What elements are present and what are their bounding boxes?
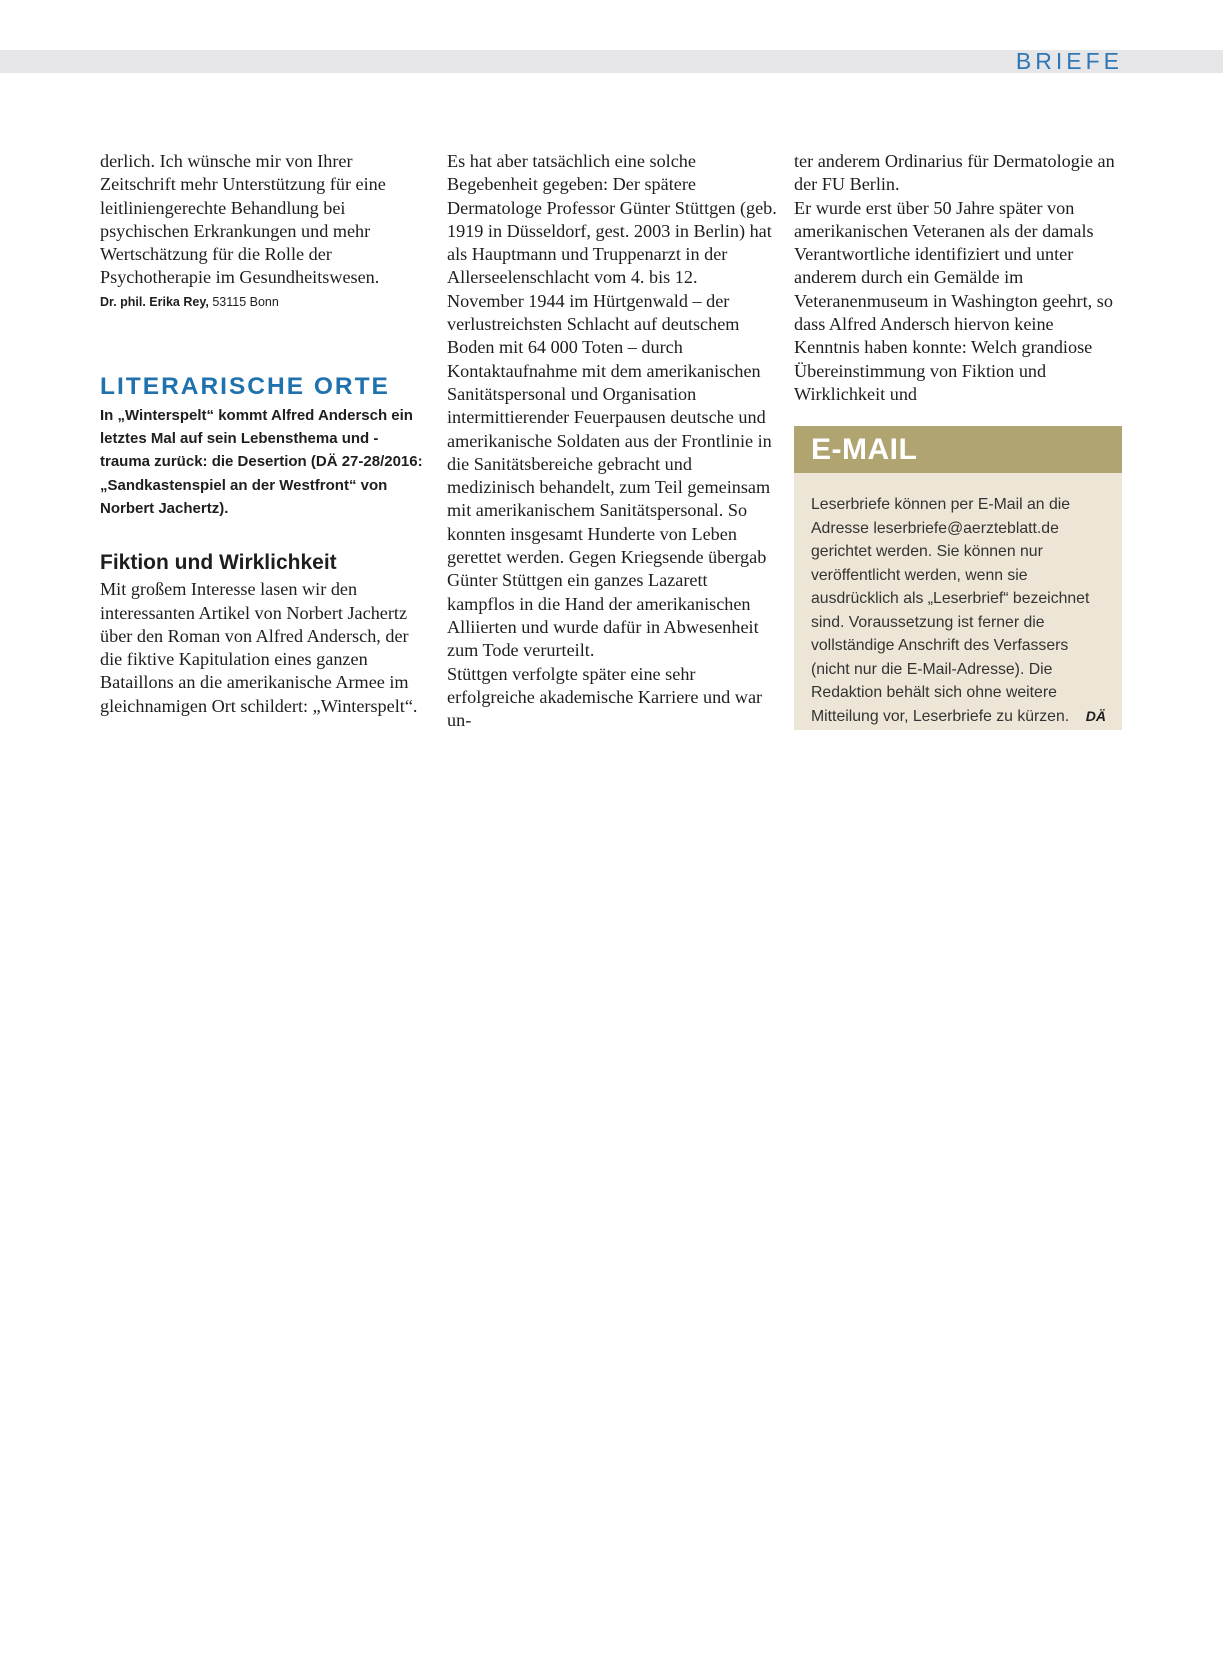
- column-right: [794, 150, 1122, 406]
- email-box-title: E-MAIL: [794, 426, 1122, 473]
- letter-body-para1: Es hat aber tatsächlich eine solche Begebenheit gegeben: Der spätere Dermatologe Professor Günter Stüttgen (geb. 1919 in Düsseldorf, gest. 2003 in Berlin) hat als Hauptmann und Truppenarzt in der Allerseelenschlacht vom 4. bis 12. November 1944 im Hürtgenwald – der verlustreichsten Schlacht auf deutschem Boden mit 64 000 Toten – durch Kontaktaufnahme mit dem amerikanischen Sanitätspersonal und Organisation intermittierender Feuerpausen deutsche und amerikanische Soldaten aus der Frontlinie in die Sanitätsbereiche gebracht und medizinisch behandelt, zum Teil gemeinsam mit amerikanischem Sanitätspersonal. So konnten insgesamt Hunderte von Leben gerettet werden. Gegen Kriegsende übergab Günter Stüttgen ein ganzes Lazarett kampflos in die Hand der amerikanischen Alliierten und wurde dafür in Abwesenheit zum Tode verurteilt.: [447, 151, 777, 661]
- column-left: [100, 150, 427, 718]
- column-middle: [447, 150, 777, 732]
- signature-name: Dr. phil. Erika Rey,: [100, 294, 209, 309]
- email-box-text: [794, 473, 1122, 728]
- signature-place: 53115 Bonn: [208, 294, 279, 309]
- email-box-sign: DÄ: [1085, 707, 1106, 724]
- letter-body-para2: Stüttgen verfolgte später eine sehr erfolgreiche akademische Karriere und war un-: [447, 663, 763, 731]
- letter-signature: [100, 294, 427, 310]
- letter-continuation: derlich. Ich wünsche mir von Ihrer Zeitschrift mehr Unterstützung für eine leitliniengerechte Behandlung bei psychischen Erkrankungen und mehr Wertschätzung für die Rolle der Psychotherapie im Gesundheitswesen.: [100, 151, 386, 288]
- letter-body-para4: Er wurde erst über 50 Jahre später von amerikanischen Veteranen als der damals Verantwortliche identifiziert und unter anderem durch ein Gemälde im Veteranenmuseum in Washington geehrt, so dass Alfred Andersch hiervon keine Kenntnis haben konnte: Welch grandiose Übereinstimmung von Fiktion und Wirklichkeit und: [794, 197, 1113, 404]
- letter-body-start: Mit großem Interesse lasen wir den interessanten Artikel von Norbert Jachertz über den Roman von Alfred Andersch, der die fiktive Kapitulation eines ganzen Bataillons an die amerikanische Armee im gleichnamigen Ort schildert: „Winterspelt“.: [100, 579, 418, 716]
- letter-body-para3: ter anderem Ordinarius für Dermatologie an der FU Berlin.: [794, 151, 1115, 195]
- letter-headline: Fiktion und Wirklichkeit: [100, 551, 337, 575]
- section-label: BRIEFE: [1015, 48, 1123, 74]
- section-kicker: LITERARISCHE ORTE: [100, 372, 390, 400]
- email-box-body: Leserbriefe können per E-Mail an die Adresse leserbriefe@aerzteblatt.de gerichtet werden. Sie können nur veröffentlicht werden, wenn sie ausdrücklich als „Leserbrief“ bezeichnet sind. Voraussetzung ist ferner die vollständige Anschrift des Verfassers (nicht nur die E-Mail-Adresse). Die Redaktion behält sich ohne weitere Mitteilung vor, Leserbriefe zu kürzen.: [811, 496, 1090, 725]
- email-info-box: [794, 426, 1122, 730]
- section-teaser: In „Winterspelt“ kommt Alfred Andersch ein letztes Mal auf sein Lebensthema und -trauma zurück: die Desertion (DÄ 27-28/2016: „Sandkastenspiel an der Westfront“ von Norbert Jachertz).: [100, 406, 423, 517]
